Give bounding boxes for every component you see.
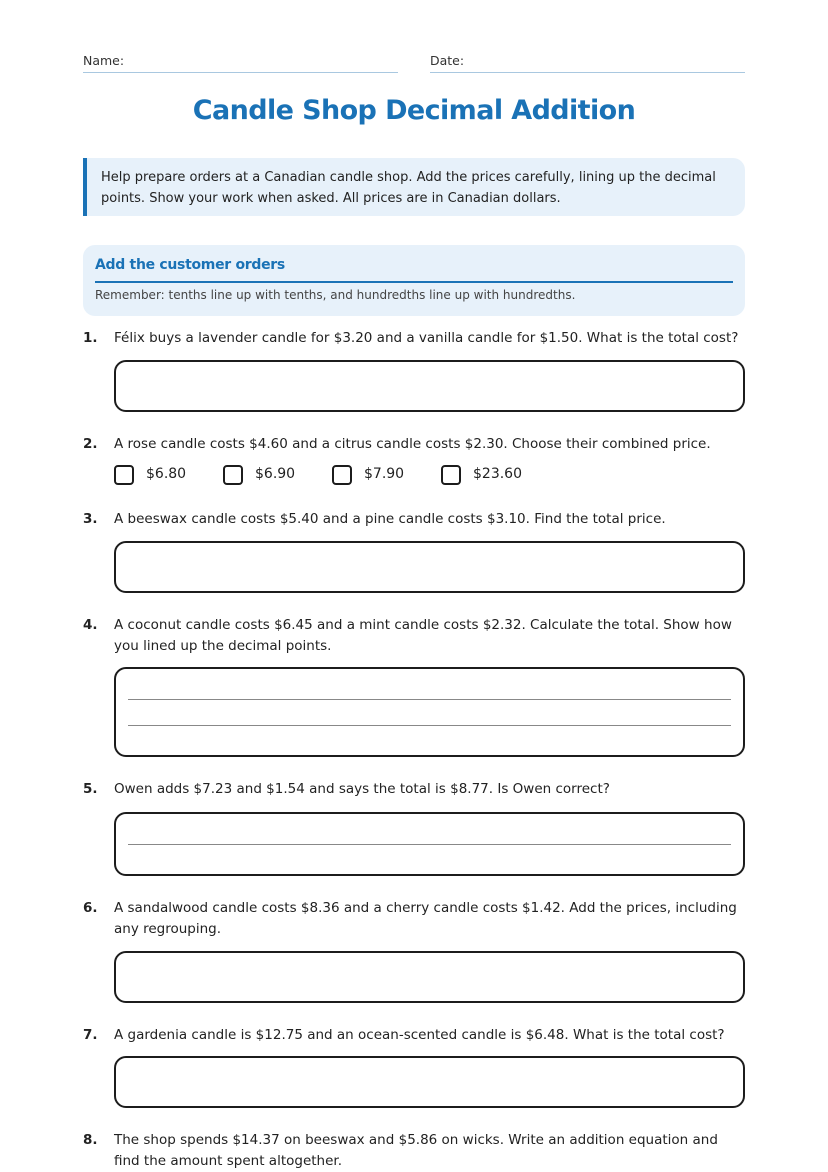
question-text: Félix buys a lavender candle for $3.20 and a vanilla candle for $1.50. What is the total cost? <box>114 330 739 346</box>
question-number: 8. <box>83 1132 98 1148</box>
section-divider <box>95 281 733 283</box>
writing-line <box>128 699 731 700</box>
checkbox[interactable] <box>441 465 461 485</box>
choice-label: $23.60 <box>473 466 522 482</box>
date-label: Date: <box>430 53 465 68</box>
name-field[interactable] <box>83 53 398 73</box>
question-number: 3. <box>83 511 98 527</box>
writing-line <box>128 844 731 845</box>
question-text: Owen adds $7.23 and $1.54 and says the total is $8.77. Is Owen correct? <box>114 781 610 797</box>
checkbox[interactable] <box>223 465 243 485</box>
choice-label: $6.90 <box>255 466 296 482</box>
choice-label: $7.90 <box>364 466 405 482</box>
checkbox[interactable] <box>332 465 352 485</box>
answer-box-5[interactable] <box>114 812 745 876</box>
question-text: A beeswax candle costs $5.40 and a pine candle costs $3.10. Find the total price. <box>114 511 666 527</box>
writing-line <box>128 725 731 726</box>
date-field[interactable] <box>430 53 745 73</box>
answer-box-1[interactable] <box>114 360 745 412</box>
section-note: Remember: tenths line up with tenths, and hundredths line up with hundredths. <box>95 288 576 302</box>
instructions-text: Help prepare orders at a Canadian candle shop. Add the prices carefully, lining up the decimal points. Show your work when asked. All prices are in Canadian dollars. <box>101 170 716 206</box>
answer-box-6[interactable] <box>114 951 745 1003</box>
question-number: 5. <box>83 781 98 797</box>
question-text: A gardenia candle is $12.75 and an ocean-scented candle is $6.48. What is the total cost? <box>114 1027 725 1043</box>
question-number: 6. <box>83 900 98 916</box>
question-number: 1. <box>83 330 98 346</box>
name-label: Name: <box>83 53 125 68</box>
page-title: Candle Shop Decimal Addition <box>192 95 636 126</box>
question-text: A rose candle costs $4.60 and a citrus candle costs $2.30. Choose their combined price. <box>114 436 711 452</box>
answer-box-7[interactable] <box>114 1056 745 1108</box>
question-number: 7. <box>83 1027 98 1043</box>
question-text: A coconut candle costs $6.45 and a mint candle costs $2.32. Calculate the total. Show how you lined up the decimal points. <box>114 617 732 654</box>
section-title: Add the customer orders <box>95 257 285 273</box>
question-text: The shop spends $14.37 on beeswax and $5.86 on wicks. Write an addition equation and find the amount spent altogether. <box>114 1132 718 1169</box>
answer-box-3[interactable] <box>114 541 745 593</box>
question-number: 2. <box>83 436 98 452</box>
section-header <box>83 245 745 316</box>
choice-label: $6.80 <box>146 466 187 482</box>
instructions-box <box>83 158 745 216</box>
answer-box-4[interactable] <box>114 667 745 757</box>
question-text: A sandalwood candle costs $8.36 and a cherry candle costs $1.42. Add the prices, including any regrouping. <box>114 900 737 937</box>
checkbox[interactable] <box>114 465 134 485</box>
question-number: 4. <box>83 617 98 633</box>
